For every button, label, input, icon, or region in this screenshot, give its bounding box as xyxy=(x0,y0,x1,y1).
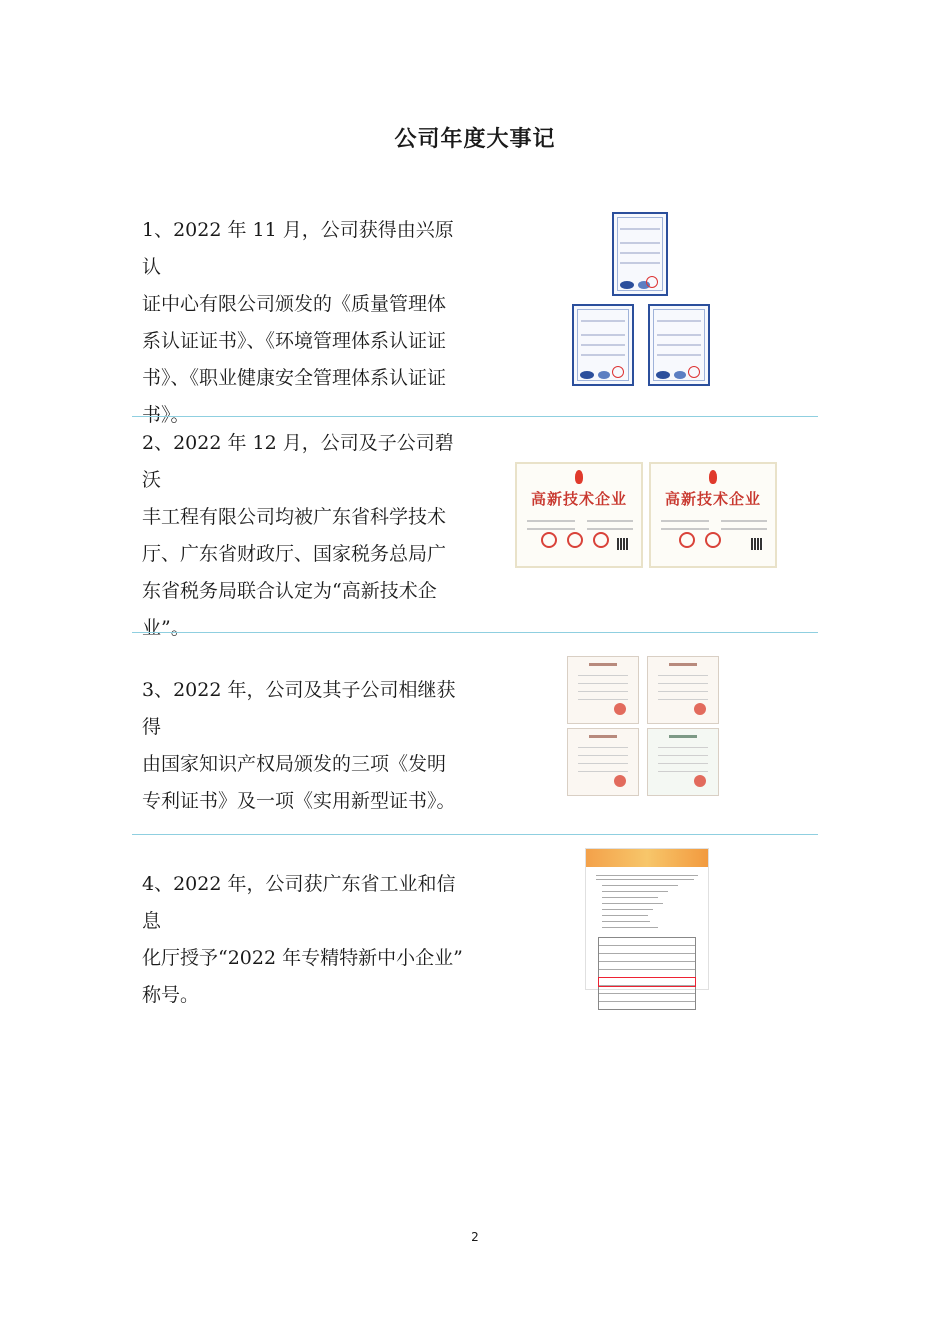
high-tech-certificate: 高新技术企业 xyxy=(515,462,643,568)
event-line: 系认证证书》、《环境管理体系认证证 xyxy=(142,330,447,352)
event-line: 业”。 xyxy=(142,617,190,639)
section-divider xyxy=(132,632,818,633)
page-number: 2 xyxy=(471,1230,479,1244)
patent-certificate xyxy=(647,656,719,724)
sme-notice-image xyxy=(585,848,709,990)
notice-document xyxy=(585,848,709,990)
section-divider xyxy=(132,834,818,835)
event-line: 书》、《职业健康安全管理体系认证证 xyxy=(142,367,447,389)
event-line: 证中心有限公司颁发的《质量管理体 xyxy=(142,293,447,315)
patent-certificate xyxy=(567,656,639,724)
environment-certificate xyxy=(572,304,634,386)
event-line: 专利证书》及一项《实用新型证书》。 xyxy=(142,790,456,812)
event-line: 3、2022 年，公司及其子公司相继获得 xyxy=(142,679,456,738)
patent-certificate xyxy=(567,728,639,796)
event-line: 2、2022 年 12 月，公司及子公司碧沃 xyxy=(142,432,454,491)
high-tech-certificates-image xyxy=(515,462,777,572)
event-line: 厅、广东省财政厅、国家税务总局广 xyxy=(142,543,447,565)
event-line: 化厅授予“2022 年专精特新中小企业” xyxy=(142,947,463,969)
event-line: 称号。 xyxy=(142,984,200,1006)
event-1-text xyxy=(142,212,467,434)
event-line: 1、2022 年 11 月，公司获得由兴原认 xyxy=(142,219,454,278)
event-line: 书》。 xyxy=(142,404,190,426)
event-2-text xyxy=(142,425,467,647)
event-line: 由国家知识产权局颁发的三项《发明 xyxy=(142,753,447,775)
occupational-health-certificate xyxy=(648,304,710,386)
event-line: 丰工程有限公司均被广东省科学技术 xyxy=(142,506,447,528)
section-divider xyxy=(132,416,818,417)
event-3-text xyxy=(142,672,467,820)
utility-model-certificate xyxy=(647,728,719,796)
event-line: 4、2022 年，公司获广东省工业和信息 xyxy=(142,873,456,932)
high-tech-certificate: 高新技术企业 xyxy=(649,462,777,568)
event-line: 东省税务局联合认定为“高新技术企 xyxy=(142,580,437,602)
management-certificates-image xyxy=(570,212,715,387)
patent-certificates-image xyxy=(567,656,719,796)
event-4-text xyxy=(142,866,467,1014)
quality-certificate xyxy=(612,212,668,296)
page-title: 公司年度大事记 xyxy=(394,127,556,152)
